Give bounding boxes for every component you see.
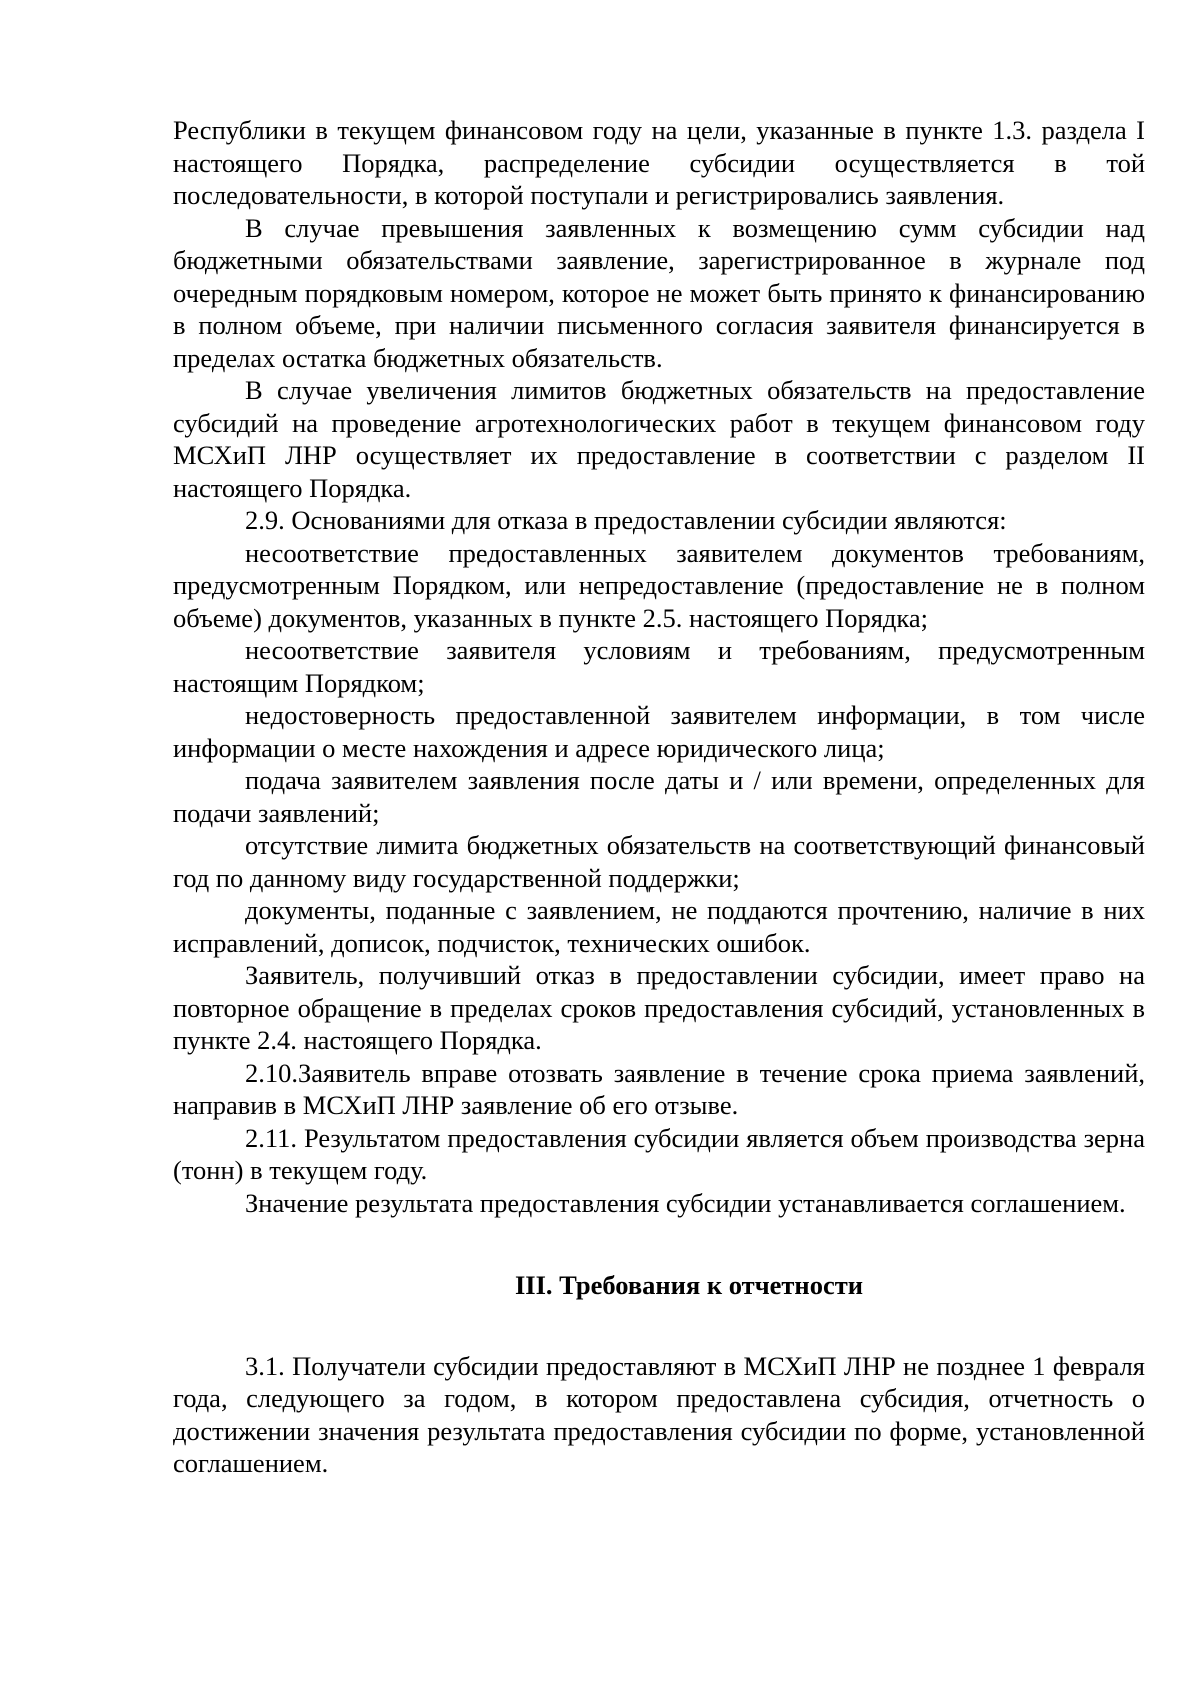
paragraph-result-value: Значение результата предоставления субсидии устанавливается соглашением. bbox=[245, 1187, 1126, 1218]
section-heading-reporting: III. Требования к отчетности bbox=[514, 1270, 863, 1300]
paragraph-2-11-result: 2.11. Результатом предоставления субсидии является объем производства зерна (тонн) в текущем году. bbox=[173, 1122, 1145, 1185]
refusal-ground-conditions: несоответствие заявителя условиям и требованиям, предусмотренным настоящим Порядком; bbox=[173, 635, 1145, 698]
paragraph-2-9-refusal-grounds: 2.9. Основаниями для отказа в предоставлении субсидии являются: bbox=[245, 505, 1007, 535]
document-body bbox=[173, 114, 1145, 1480]
paragraph-continuation: Республики в текущем финансовом году на цели, указанные в пункте 1.3. раздела I настоящего Порядка, распределение субсидии осуществляется в той последовательности, в которой поступали и регистрировались заявления. bbox=[173, 115, 1145, 210]
refusal-ground-late-submission: подача заявителем заявления после даты и / или времени, определенных для подачи заявлений; bbox=[173, 765, 1145, 828]
refusal-ground-unreadable-docs: документы, поданные с заявлением, не поддаются прочтению, наличие в них исправлений, дописок, подчисток, технических ошибок. bbox=[173, 895, 1145, 958]
refusal-ground-no-limit: отсутствие лимита бюджетных обязательств на соответствующий финансовый год по данному виду государственной поддержки; bbox=[173, 830, 1145, 893]
refusal-ground-unreliable-info: недостоверность предоставленной заявителем информации, в том числе информации о месте нахождения и адресе юридического лица; bbox=[173, 700, 1145, 763]
paragraph-excess-claims: В случае превышения заявленных к возмещению сумм субсидии над бюджетными обязательствами заявление, зарегистрированное в журнале под очередным порядковым номером, которое не может быть принято к финансированию в полном объеме, при наличии письменного согласия заявителя финансируется в пределах остатка бюджетных обязательств. bbox=[173, 212, 1145, 373]
paragraph-3-1-reporting: 3.1. Получатели субсидии предоставляют в МСХиП ЛНР не позднее 1 февраля года, следующего за годом, в котором предоставлена субсидия, отчетность о достижении значения результата предоставления субсидии по форме, установленной соглашением. bbox=[173, 1350, 1145, 1478]
paragraph-limits-increase: В случае увеличения лимитов бюджетных обязательств на предоставление субсидий на проведение агротехнологических работ в текущем финансовом году МСХиП ЛНР осуществляет их предоставление в соответствии с разделом II настоящего Порядка. bbox=[173, 375, 1145, 503]
refusal-ground-documents: несоответствие предоставленных заявителем документов требованиям, предусмотренным Порядком, или непредоставление (предоставление не в полном объеме) документов, указанных в пункте 2.5. настоящего Порядка; bbox=[173, 537, 1145, 633]
paragraph-repeat-application: Заявитель, получивший отказ в предоставлении субсидии, имеет право на повторное обращение в пределах сроков предоставления субсидий, установленных в пункте 2.4. настоящего Порядка. bbox=[173, 960, 1145, 1055]
paragraph-2-10-withdrawal: 2.10.Заявитель вправе отозвать заявление в течение срока приема заявлений, направив в МСХиП ЛНР заявление об его отзыве. bbox=[173, 1057, 1145, 1120]
